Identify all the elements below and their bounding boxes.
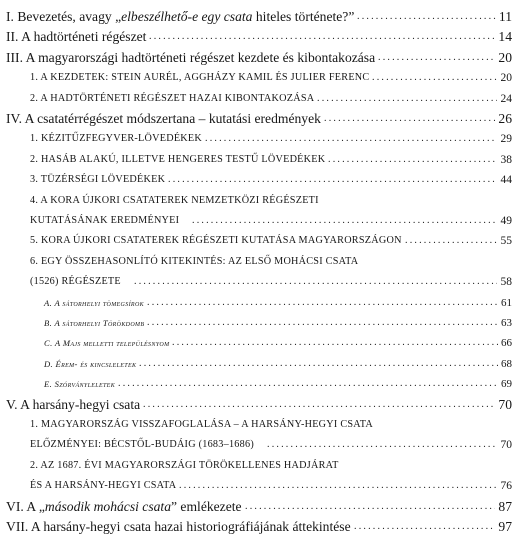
toc-page-number: 29 — [500, 133, 512, 146]
toc-entry-title — [6, 6, 354, 28]
toc-entry — [0, 292, 524, 314]
toc-leader-dots — [245, 496, 495, 518]
toc-entry-title: E. Szórványleletek — [44, 379, 116, 390]
toc-title-part: hiteles története?” — [252, 9, 355, 24]
toc-entry-title: A. A sátorhelyi tömegsírok — [44, 297, 144, 308]
toc-leader-dots — [147, 312, 498, 334]
toc-leader-dots — [328, 149, 497, 171]
toc-entry-title: 2. A HADTÖRTÉNETI RÉGÉSZET HAZAI KIBONTAKOZÁSA — [30, 92, 315, 104]
toc-page-number: 68 — [501, 357, 512, 370]
toc-entry — [0, 88, 524, 110]
toc-entry-title: III. A magyarországi hadtörténeti régészet kezdete és kibontakozása — [6, 49, 376, 65]
toc-leader-dots — [118, 373, 498, 395]
toc-leader-dots — [179, 475, 497, 497]
toc-entry-title: 1. KÉZITŰZFEGYVER-LÖVEDÉKEK — [30, 133, 202, 145]
toc-page-number: 69 — [501, 378, 512, 391]
toc-entry-title: VII. A harsány-hegyi csata hazai historiográfiájának áttekintése — [6, 519, 351, 534]
toc-leader-dots — [147, 292, 498, 314]
toc-entry — [0, 332, 524, 354]
toc-page-number: 55 — [500, 235, 512, 248]
toc-entry — [0, 210, 524, 232]
toc-entry — [0, 414, 524, 436]
toc-leader-dots — [378, 47, 495, 69]
toc-entry — [0, 353, 524, 375]
toc-entry-title: 5. KORA ÚJKORI CSATATEREK RÉGÉSZETI KUTATÁSA MAGYARORSZÁGON — [30, 235, 402, 247]
toc-leader-dots — [324, 108, 495, 130]
toc-entry — [0, 394, 524, 416]
toc-page-number: 70 — [500, 439, 512, 452]
toc-entry-title: (1526) RÉGÉSZETE — [30, 276, 121, 288]
toc-entry-title: ÉS A HARSÁNY-HEGYI CSATA — [30, 480, 177, 492]
toc-entry — [0, 26, 524, 48]
toc-leader-dots — [172, 332, 498, 354]
toc-entry — [0, 434, 524, 456]
toc-page-number: 58 — [500, 276, 512, 289]
toc-entry — [0, 475, 524, 497]
toc-leader-dots — [405, 230, 497, 252]
toc-entry-title: V. A harsány-hegyi csata — [6, 396, 141, 412]
toc-page-number: 87 — [498, 498, 512, 514]
toc-title-emphasis: második mohácsi csata — [44, 498, 171, 514]
toc-entry-title: KUTATÁSÁNAK EREDMÉNYEI — [30, 215, 180, 226]
toc-page-number: 20 — [498, 49, 512, 65]
toc-entry-title: 1. A KEZDETEK: STEIN AURÉL, AGGHÁZY KAMIL ÉS JULIER FERENC — [30, 72, 370, 84]
toc-entry — [0, 128, 524, 150]
toc-leader-dots — [205, 128, 497, 150]
toc-entry — [0, 6, 524, 28]
toc-entry — [0, 455, 524, 477]
toc-leader-dots — [357, 6, 496, 28]
toc-leader-dots — [354, 516, 495, 538]
toc-entry-title — [6, 496, 242, 518]
toc-leader-dots — [192, 210, 497, 232]
toc-title-part: VI. A „ — [6, 498, 45, 514]
toc-title-emphasis: elbeszélhető-e egy csata — [121, 9, 253, 24]
toc-leader-dots — [134, 271, 497, 293]
toc-leader-dots — [168, 169, 497, 191]
toc-leader-dots — [317, 88, 497, 110]
toc-page-number: 66 — [501, 337, 512, 350]
toc-entry-title: 2. AZ 1687. ÉVI MAGYARORSZÁGI TÖRÖKELLENES HADJÁRAT — [30, 459, 339, 471]
toc-entry — [0, 251, 524, 273]
toc-entry-title: 2. HASÁB ALAKÚ, ILLETVE HENGERES TESTŰ LÖVEDÉKEK — [30, 153, 326, 165]
toc-entry-title: 3. TÜZÉRSÉGI LÖVEDÉKEK — [30, 174, 166, 186]
toc-page-number: 20 — [500, 72, 512, 85]
toc-entry-title: C. A Majs melletti településnyom — [44, 338, 170, 349]
toc-entry — [0, 190, 524, 212]
toc-page-number: 38 — [500, 153, 512, 166]
toc-page-number: 24 — [500, 92, 512, 105]
toc-title-part: ” emlékezete — [171, 498, 242, 514]
toc-entry — [0, 373, 524, 395]
toc-leader-dots — [372, 67, 497, 89]
toc-entry-title: B. A sátorhelyi Törökdomb — [44, 318, 145, 328]
toc-title-part: I. Bevezetés, avagy „ — [6, 9, 122, 24]
toc-entry — [0, 47, 524, 69]
toc-entry-title: 4. A KORA ÚJKORI CSATATEREK NEMZETKÖZI RÉGÉSZETI — [30, 194, 319, 206]
toc-entry — [0, 271, 524, 293]
toc-page-number: 70 — [498, 396, 512, 412]
toc-entry — [0, 516, 524, 538]
toc-entry — [0, 496, 524, 518]
toc-entry — [0, 169, 524, 191]
toc-entry — [0, 67, 524, 89]
toc-page-number: 76 — [500, 480, 512, 493]
toc-leader-dots — [139, 353, 498, 375]
toc-entry-title: 1. MAGYARORSZÁG VISSZAFOGLALÁSA – A HARSÁNY-HEGYI CSATA — [30, 419, 374, 430]
toc-entry-title: D. Érem- és kincsleletek — [44, 358, 137, 369]
toc-page-number: 44 — [500, 174, 512, 187]
toc-entry — [0, 312, 524, 334]
toc-entry — [0, 230, 524, 252]
toc-page-number: 49 — [500, 215, 512, 227]
toc-page-number: 97 — [498, 519, 512, 534]
toc-page-number: 26 — [498, 111, 512, 126]
toc-leader-dots — [149, 26, 495, 48]
toc-entry — [0, 108, 524, 130]
toc-leader-dots — [267, 434, 497, 456]
toc-page-number: 14 — [498, 29, 512, 45]
toc-entry-title: IV. A csatatérrégészet módszertana – kutatási eredmények — [6, 111, 321, 126]
toc-entry-title: ELŐZMÉNYEI: BÉCSTŐL-BUDÁIG (1683–1686) — [30, 439, 254, 451]
toc-leader-dots — [143, 394, 495, 416]
toc-page-number: 11 — [498, 9, 512, 24]
toc-entry — [0, 149, 524, 171]
toc-entry-title: 6. EGY ÖSSZEHASONLÍTÓ KITEKINTÉS: AZ ELSŐ MOHÁCSI CSATA — [30, 255, 359, 267]
toc-entry-title: II. A hadtörténeti régészet — [6, 29, 147, 45]
toc-page-number: 61 — [501, 296, 512, 309]
toc-page-number: 63 — [501, 317, 512, 329]
